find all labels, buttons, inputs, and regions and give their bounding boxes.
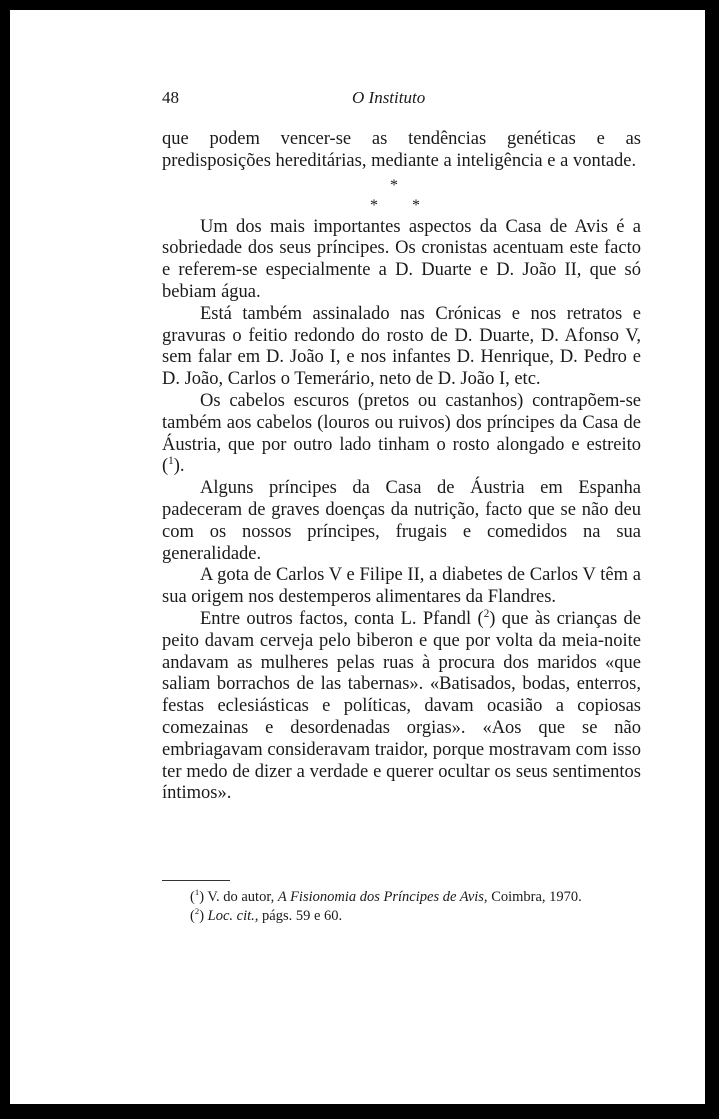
section-break	[162, 173, 641, 217]
paragraph	[162, 391, 641, 478]
paragraph-text: Entre outros factos, conta L. Pfandl (	[200, 608, 484, 629]
section-star: *	[370, 196, 378, 214]
running-header	[162, 88, 641, 110]
footnote-mark: 2	[194, 906, 200, 917]
paragraph-text: ).	[173, 456, 185, 477]
paragraph: Está também assinalado nas Crónicas e nos retratos e gravuras o feitio redondo do rosto de D. Duarte, D. Afonso V, sem falar em D. João I, e nos infantes D. Henrique, D. Pedro e D. João, Carlos o Temerário, neto de D. João I, etc.	[162, 303, 641, 390]
footnote: ($^1$) V. do autor, A Fisionomia dos Príncipes de Avis, Coimbra, 1970.	[190, 887, 582, 905]
footnote-title: A Fisionomia dos Príncipes de Avis,	[277, 889, 488, 905]
paragraph: A gota de Carlos V e Filipe II, a diabetes de Carlos V têm a sua origem nos destemperos alimentares da Flandres.	[162, 565, 641, 608]
paragraph-text: ) que às crianças de peito davam cerveja pelo biberon e que por volta da meia-noite andavam as mulheres pelas ruas à procura dos maridos «que saliam borrachos de las tabernas». «Batisados, bodas, enterros, festas eclesiásticas e políticas, davam ocasião a copiosas comezainas e desordenadas orgias». «Aos que se não embriagavam consideravam traidor, porque mostravam com isso ter medo de dizer a verdade e querer ocultar os seus sentimentos íntimos».	[162, 608, 641, 804]
paragraph	[162, 609, 641, 805]
page-number: 48	[162, 88, 179, 107]
paragraph: Alguns príncipes da Casa de Áustria em Espanha padeceram de graves doenças da nutrição, facto que se não deu com os nossos príncipes, frugais e comedidos na sua generalidade.	[162, 478, 641, 564]
footnote-ref: 1	[168, 455, 174, 468]
body-text	[162, 129, 641, 805]
footnotes	[162, 888, 641, 926]
footnote-text: V. do autor,	[207, 889, 278, 905]
running-title: O Instituto	[352, 88, 426, 107]
paragraph: que podem vencer-se as tendências genéticas e as predisposições hereditárias, mediante a inteligência e a vontade.	[162, 129, 641, 171]
footnote-text: págs. 59 e 60.	[258, 908, 343, 924]
paragraph: Um dos mais importantes aspectos da Casa de Avis é a sobriedade dos seus príncipes. Os cronistas acentuam este facto e referem-se especialmente a D. Duarte e D. João II, que só bebiam água.	[162, 216, 641, 302]
section-star: *	[412, 196, 420, 214]
footnote-ref: 2	[483, 607, 490, 620]
section-star: *	[390, 176, 398, 194]
footnote: ($^2$) Loc. cit., págs. 59 e 60.	[190, 906, 343, 924]
footnote-mark: 1	[194, 887, 200, 898]
footnote-title: Loc. cit.,	[207, 908, 259, 924]
footnote-text: Coimbra, 1970.	[487, 889, 582, 905]
footnote-rule	[162, 880, 230, 881]
paragraph-text: Os cabelos escuros (pretos ou castanhos) contrapõem-se também aos cabelos (louros ou ruivos) dos príncipes da Casa de Áustria, que por outro lado tinham o rosto alongado e estreito (	[162, 390, 641, 477]
